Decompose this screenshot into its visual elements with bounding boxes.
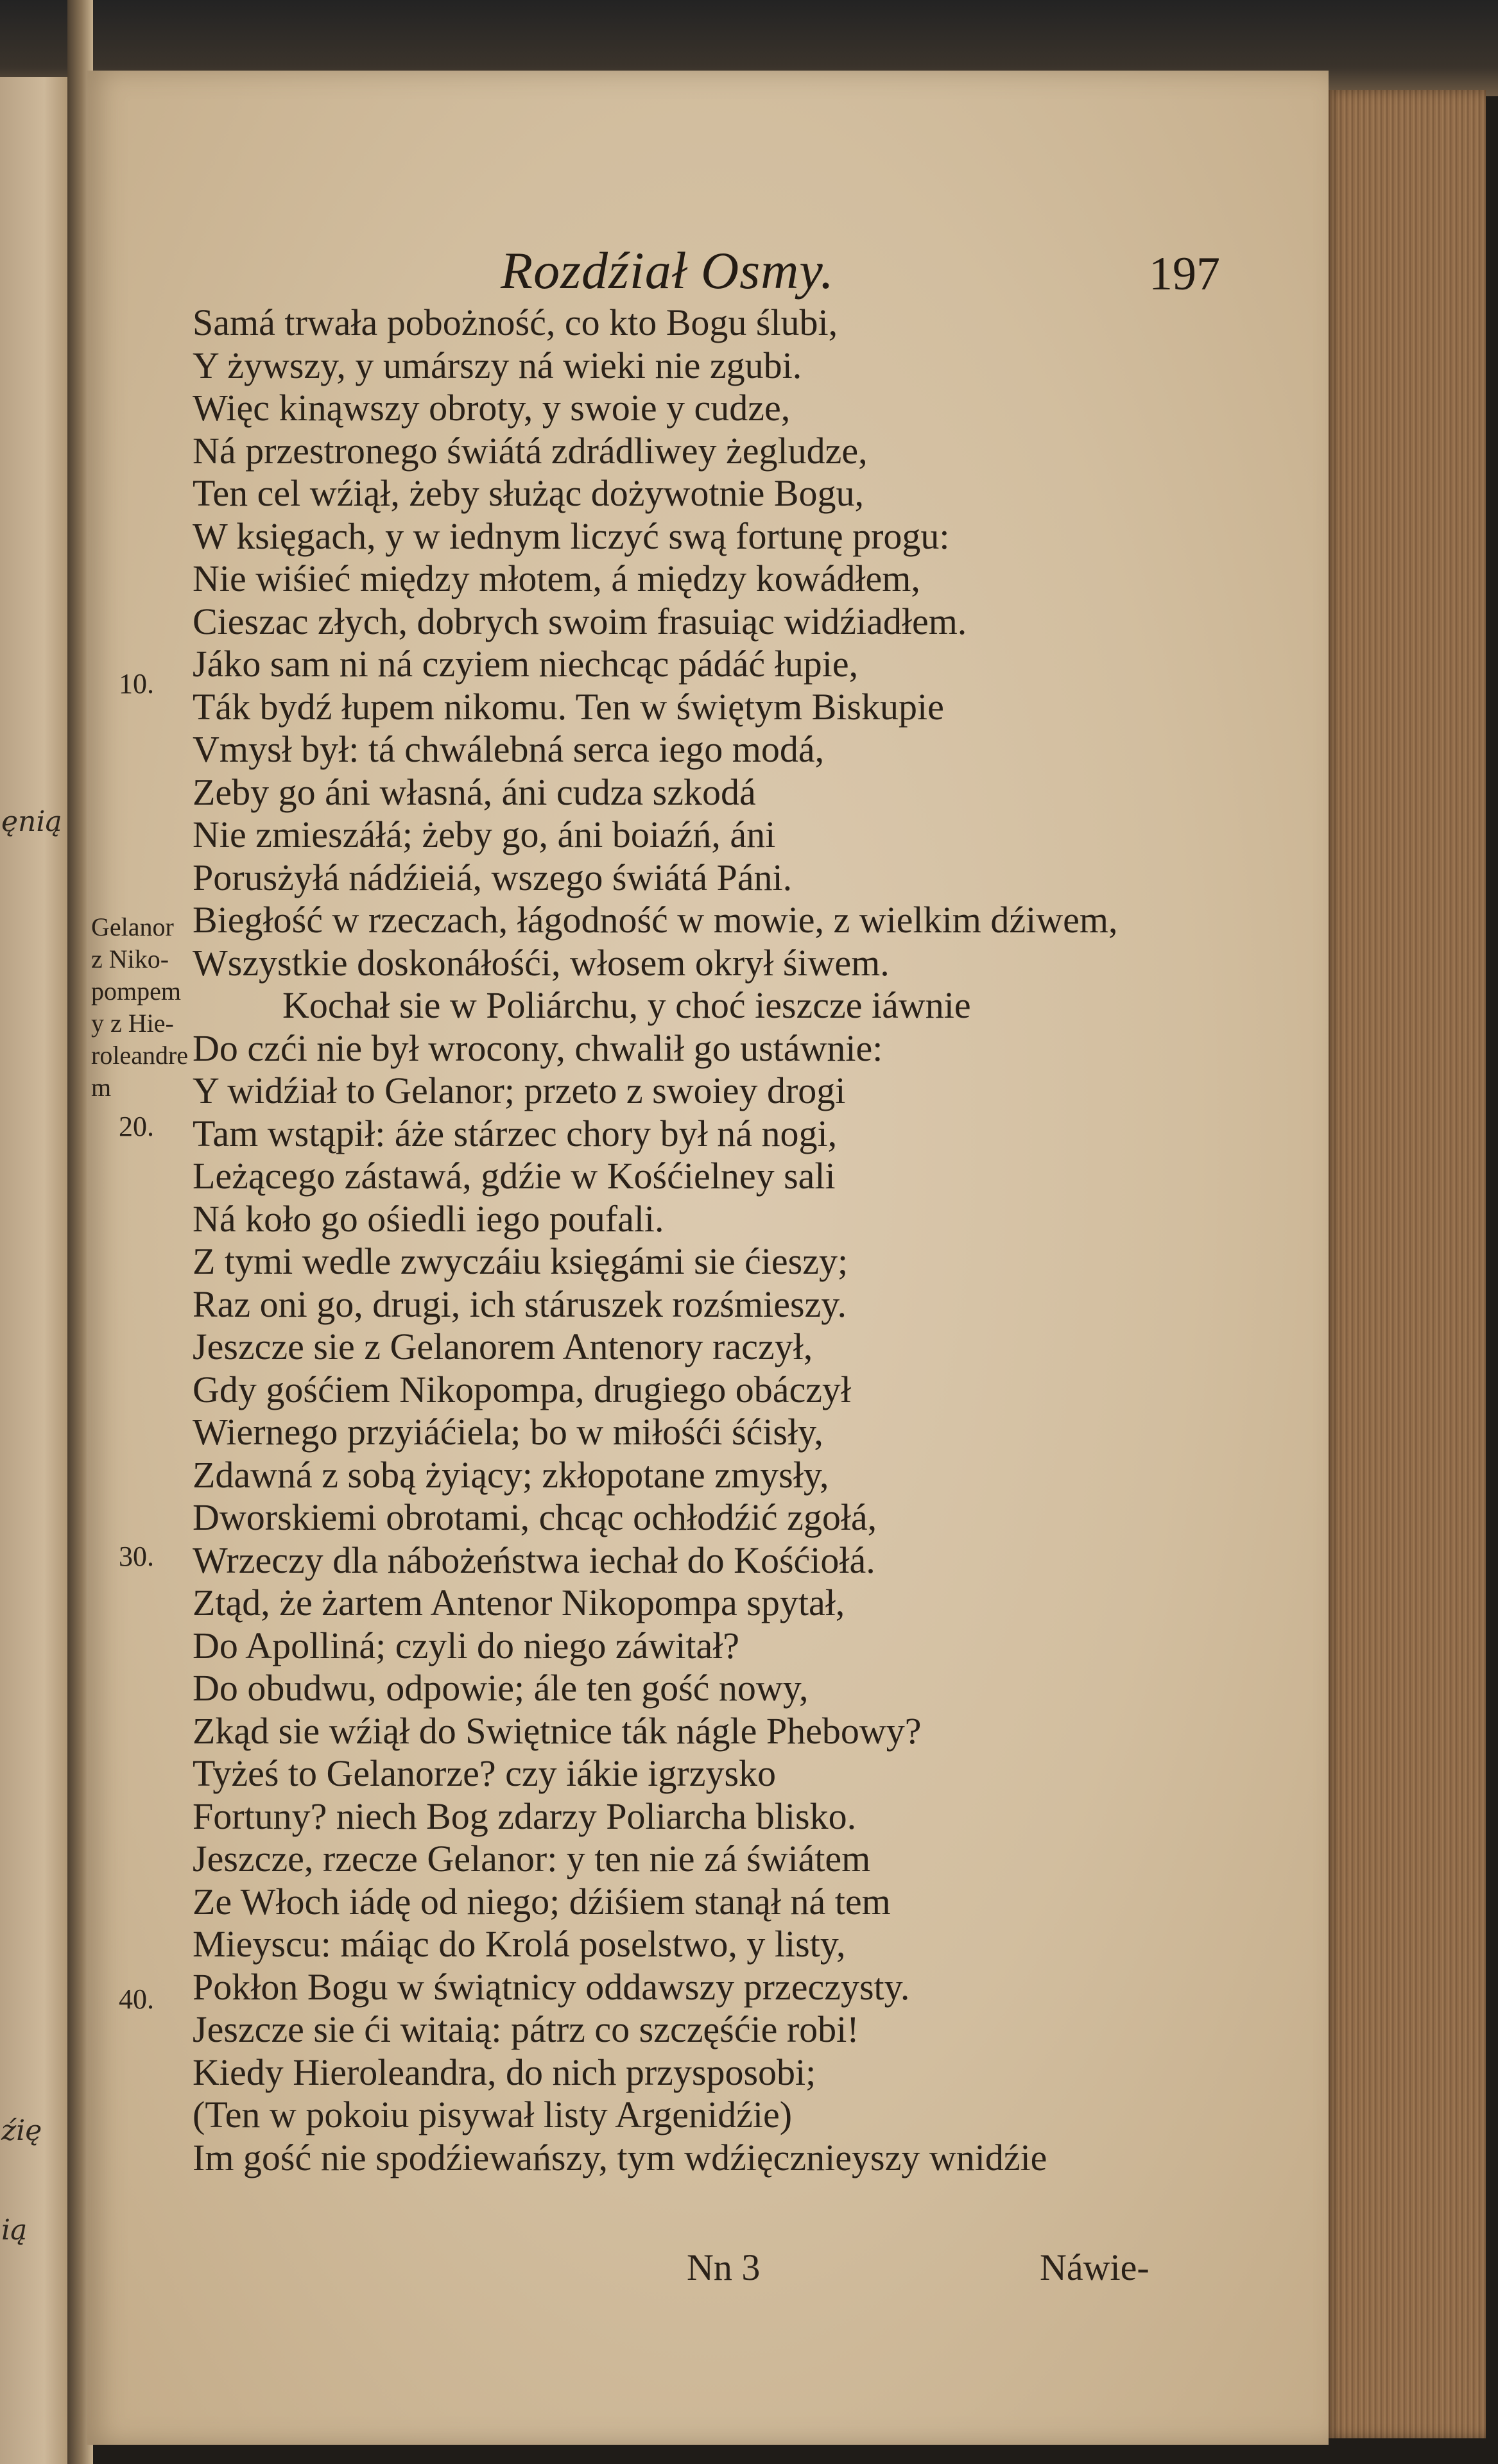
- verse-line: Y żywszy, y umárszy ná wieki nie zgubi.: [193, 344, 802, 386]
- verse-line: Kochał sie w Poliárchu, y choć ieszcze iáwnie: [282, 984, 971, 1026]
- line-number-20: 20.: [119, 1111, 154, 1142]
- left-page-fragment: źię: [1, 2114, 42, 2147]
- line-number-10: 10.: [119, 668, 154, 699]
- marginal-note: [91, 911, 194, 1104]
- line-number-40: 40.: [119, 1983, 154, 2015]
- verse-line: Biegłość w rzeczach, łágodność w mowie, z wielkim dźiwem,: [193, 899, 1118, 941]
- verse-line: Samá trwała pobożność, co kto Bogu ślubi,: [193, 302, 838, 343]
- verse-line: Jeszcze sie z Gelanorem Antenory raczył,: [193, 1326, 813, 1367]
- verse-line: Raz oni go, drugi, ich stáruszek rozśmieszy.: [193, 1283, 847, 1325]
- verse-line: Leżącego zástawá, gdźie w Kośćielney sali: [193, 1155, 836, 1197]
- chapter-title: Rozdźiał Osmy.: [501, 241, 834, 300]
- verse-line: Ná przestronego świátá zdrádliwey żegludze,: [193, 429, 868, 472]
- verse-line: Ztąd, że żartem Antenor Nikopompa spytał,: [193, 1582, 845, 1623]
- verse-line: Vmysł był: tá chwálebná serca iego modá,: [193, 728, 825, 770]
- verse-line: Y widźiał to Gelanor; przeto z swoiey drogi: [193, 1070, 846, 1111]
- verse-line: Wrzeczy dla nábożeństwa iechał do Kośćiołá.: [193, 1539, 875, 1581]
- verse-line: (Ten w pokoiu pisywał listy Argenidźie): [193, 2094, 793, 2135]
- previous-page-edge: [0, 77, 74, 2464]
- verse-line: Porusżyłá nádźieiá, wszego świátá Páni.: [193, 856, 793, 898]
- verse-line: Wiernego przyiáćiela; bo w miłośći śćisły,: [193, 1411, 823, 1453]
- marginal-note-line: pompem: [91, 977, 181, 1005]
- page-footer: [193, 2246, 1219, 2291]
- verse-line: Cieszac złych, dobrych swoim frasuiąc widźiadłem.: [193, 600, 967, 642]
- verse-line: Gdy gośćiem Nikopompa, drugiego obáczył: [193, 1368, 852, 1410]
- verse-line: Dworskiemi obrotami, chcąc ochłodźić zgołá,: [193, 1496, 877, 1538]
- verse-line: Do obudwu, odpowie; ále ten gość nowy,: [193, 1667, 809, 1709]
- left-page-fragment: ią: [1, 2214, 28, 2246]
- verse-line: Zkąd sie wźiął do Swiętnice ták nágle Phebowy?: [193, 1709, 922, 1752]
- verse-line: Tyżeś to Gelanorze? czy iákie igrzysko: [193, 1752, 777, 1794]
- marginal-note-line: z Niko-: [91, 945, 169, 973]
- verse-line: Tam wstąpił: áże stárzec chory był ná nogi,: [193, 1112, 838, 1154]
- verse-line: Do czći nie był wrocony, chwalił go ustáwnie:: [193, 1027, 883, 1069]
- verse-line: Kiedy Hieroleandra, do nich przysposobi;: [193, 2051, 816, 2093]
- verse-line: Ten cel wźiął, żeby służąc dożywotnie Bogu,: [193, 472, 865, 514]
- running-header: [193, 241, 1232, 311]
- verse-line: Więc kinąwszy obroty, y swoie y cudze,: [193, 387, 791, 429]
- left-page-fragment: ęnią: [1, 805, 62, 838]
- verse-line: Jeszcze, rzecze Gelanor: y ten nie zá świátem: [193, 1838, 871, 1879]
- verse-line: Do Apolliná; czyli do niego záwitał?: [193, 1624, 740, 1666]
- verse-line: Zdawná z sobą żyiący; zkłopotane zmysły,: [193, 1453, 829, 1496]
- verse-line: Nie wiśieć między młotem, á między kowádłem,: [193, 558, 920, 599]
- verse-line: W księgach, y w iednym liczyć swą fortunę progu:: [193, 515, 950, 557]
- marginal-note-line: m: [91, 1073, 112, 1102]
- verse-line: Z tymi wedle zwyczáiu księgámi sie ćieszy;: [193, 1240, 848, 1282]
- verse-line: Fortuny? niech Bog zdarzy Poliarcha blisko.: [193, 1795, 857, 1837]
- signature-mark: Nn 3: [687, 2246, 761, 2288]
- line-number-30: 30.: [119, 1541, 154, 1572]
- verse-line: Ták bydź łupem nikomu. Ten w świętym Biskupie: [193, 685, 944, 728]
- marginal-note-line: y z Hie-: [91, 1009, 174, 1038]
- page-fore-edge: [1325, 90, 1486, 2438]
- verse-line: Im gość nie spodźiewańszy, tym wdźięcznieyszy wnidźie: [193, 2136, 1047, 2178]
- verse-text: [193, 302, 1194, 2179]
- page-number: 197: [1149, 248, 1220, 300]
- verse-line: Pokłon Bogu w świątnicy oddawszy przeczysty.: [193, 1965, 910, 2008]
- verse-line: Jeszcze sie ći witaią: pátrz co szczęśćie robi!: [193, 2008, 859, 2050]
- verse-line: Ze Włoch iádę od niego; dźiśiem stanął ná tem: [193, 1880, 891, 1922]
- verse-line: Ná koło go ośiedli iego poufali.: [193, 1197, 664, 1240]
- marginal-note-line: roleandre: [91, 1041, 189, 1070]
- verse-line: Jáko sam ni ná czyiem niechcąc pádáć łupie,: [193, 643, 859, 685]
- verse-line: Zeby go áni własná, áni cudza szkodá: [193, 771, 756, 813]
- verse-line: Wszystkie doskonáłośći, włosem okrył śiwem.: [193, 941, 890, 984]
- verse-line: Nie zmieszáłá; żeby go, áni boiaźń, áni: [193, 814, 776, 855]
- marginal-note-line: Gelanor: [91, 912, 174, 941]
- catchword: Náwie-: [1040, 2246, 1149, 2288]
- verse-line: Mieyscu: máiąc do Krolá poselstwo, y listy,: [193, 1923, 846, 1965]
